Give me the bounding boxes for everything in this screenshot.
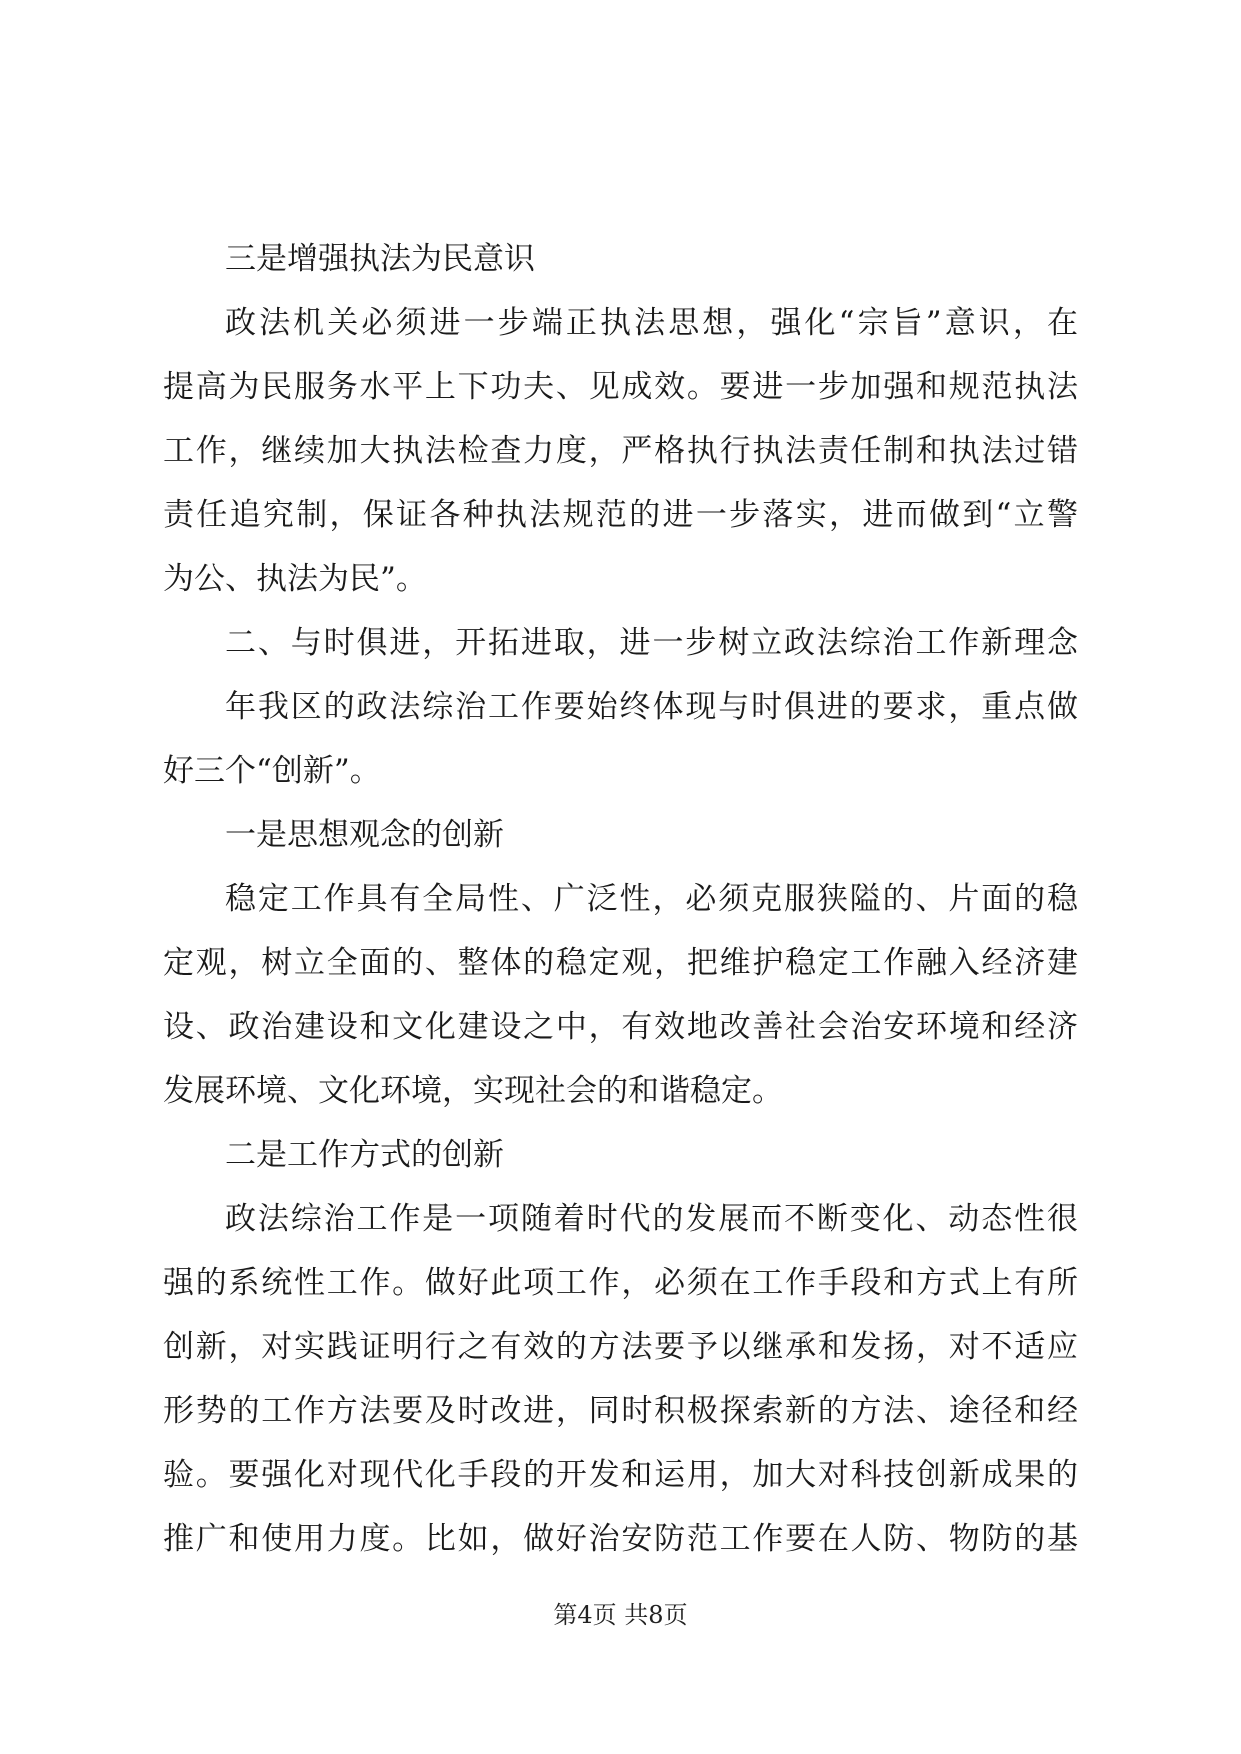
document-body [163, 227, 1078, 1571]
paragraph-line: 创新，对实践证明行之有效的方法要予以继承和发扬，对不适应 [163, 1329, 1078, 1365]
section-heading: 三是增强执法为民意识 [225, 241, 535, 277]
paragraph-line: 验。要强化对现代化手段的开发和运用，加大对科技创新成果的 [163, 1457, 1078, 1493]
paragraph-line: 好三个“创新”。 [163, 753, 381, 789]
paragraph-line: 定观，树立全面的、整体的稳定观，把维护稳定工作融入经济建 [163, 945, 1078, 981]
paragraph-line: 形势的工作方法要及时改进，同时积极探索新的方法、途径和经 [163, 1393, 1078, 1429]
paragraph-line: 工作，继续加大执法检查力度，严格执行执法责任制和执法过错 [163, 433, 1078, 469]
section-heading: 一是思想观念的创新 [225, 817, 504, 853]
paragraph-line: 发展环境、文化环境，实现社会的和谐稳定。 [163, 1073, 783, 1109]
paragraph-line: 年我区的政法综治工作要始终体现与时俱进的要求，重点做 [225, 689, 1078, 725]
paragraph-line: 政法综治工作是一项随着时代的发展而不断变化、动态性很 [225, 1201, 1078, 1237]
paragraph-line: 责任追究制，保证各种执法规范的进一步落实，进而做到“立警 [163, 497, 1078, 533]
page-footer: 第4页 共8页 [553, 1601, 688, 1629]
paragraph-line: 稳定工作具有全局性、广泛性，必须克服狭隘的、片面的稳 [225, 881, 1078, 917]
paragraph-line: 政法机关必须进一步端正执法思想，强化“宗旨”意识，在 [225, 305, 1078, 341]
section-heading: 二是工作方式的创新 [225, 1137, 504, 1173]
paragraph-line: 设、政治建设和文化建设之中，有效地改善社会治安环境和经济 [163, 1009, 1078, 1045]
section-heading: 二、与时俱进，开拓进取，进一步树立政法综治工作新理念 [225, 625, 1078, 661]
paragraph-line: 为公、执法为民”。 [163, 561, 427, 597]
paragraph-line: 提高为民服务水平上下功夫、见成效。要进一步加强和规范执法 [163, 369, 1078, 405]
paragraph-line: 推广和使用力度。比如，做好治安防范工作要在人防、物防的基 [163, 1521, 1078, 1557]
paragraph-line: 强的系统性工作。做好此项工作，必须在工作手段和方式上有所 [163, 1265, 1078, 1301]
